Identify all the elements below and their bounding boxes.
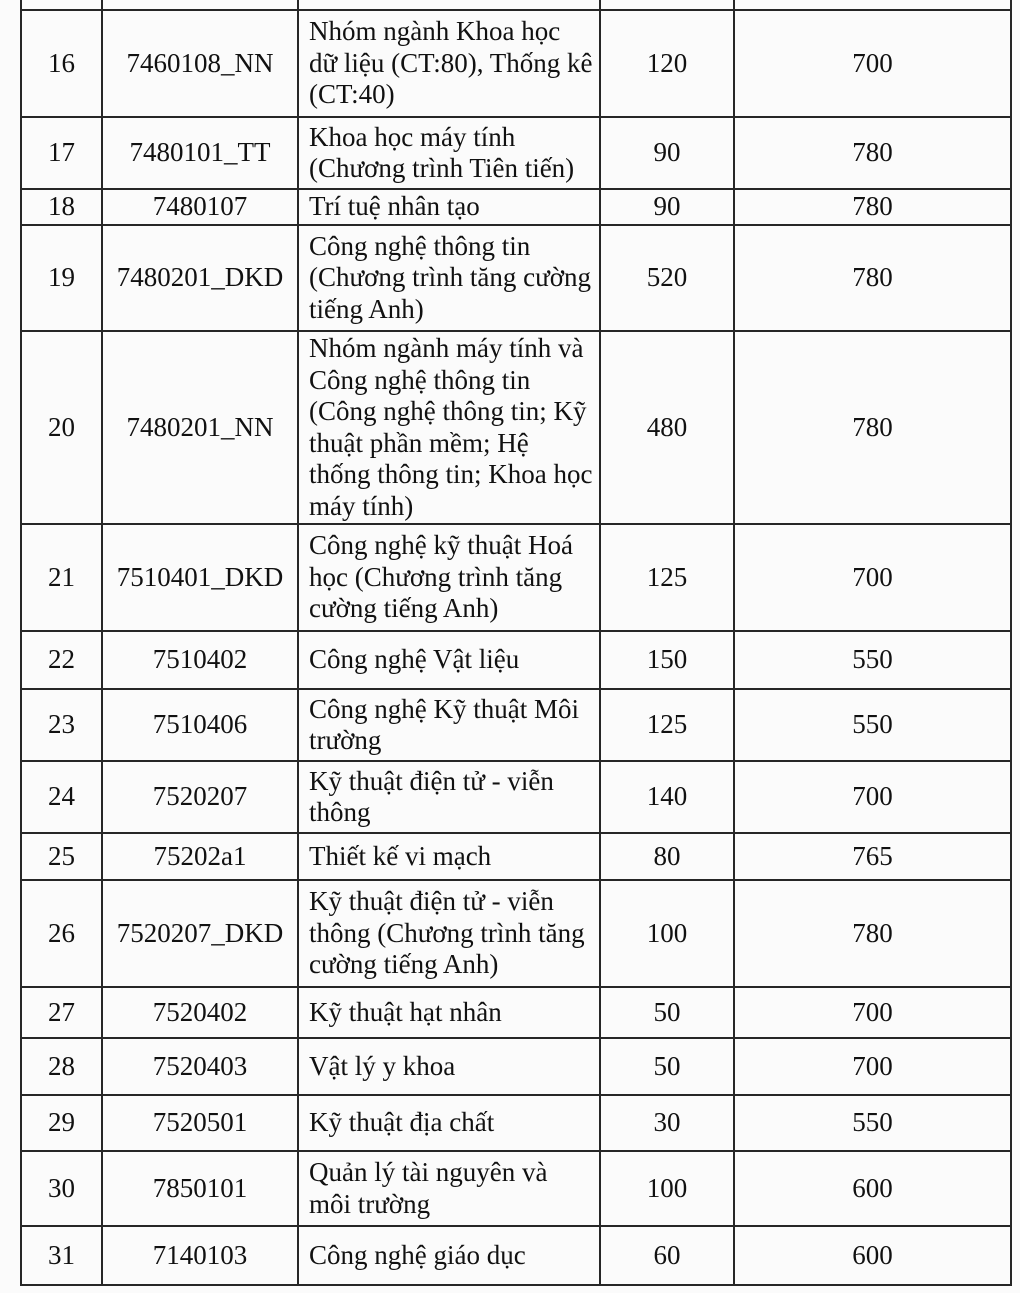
score-cell: 780 <box>734 225 1011 331</box>
table-row <box>21 1226 1011 1285</box>
score-cell: 700 <box>734 10 1011 117</box>
stt-cell: 25 <box>21 833 102 880</box>
quota-cell: 60 <box>600 1226 734 1285</box>
quota-cell: 50 <box>600 1038 734 1095</box>
program-name-cell: Kỹ thuật điện tử - viễn thông (Chương trình tăng cường tiếng Anh) <box>298 880 600 987</box>
code-cell: 7520403 <box>102 1038 298 1095</box>
code-cell: 7520402 <box>102 987 298 1038</box>
stt-cell: 29 <box>21 1095 102 1151</box>
stt-cell: 31 <box>21 1226 102 1285</box>
score-cell: 765 <box>734 833 1011 880</box>
table-row <box>21 631 1011 689</box>
table-row <box>21 225 1011 331</box>
code-cell: 75202a1 <box>102 833 298 880</box>
program-name-cell: Nhóm ngành Khoa học dữ liệu (CT:80), Thống kê (CT:40) <box>298 10 600 117</box>
score-cell: 550 <box>734 631 1011 689</box>
table-row <box>21 689 1011 761</box>
stt-cell: 16 <box>21 10 102 117</box>
stt-cell: 24 <box>21 761 102 833</box>
table-row <box>21 0 1011 10</box>
program-name-cell: Vật lý y khoa <box>298 1038 600 1095</box>
code-cell: 7460108_NN <box>102 10 298 117</box>
stt-cell: 27 <box>21 987 102 1038</box>
table-row <box>21 117 1011 189</box>
program-name-cell: Khoa học máy tính (Chương trình Tiên tiến) <box>298 117 600 189</box>
code-cell: 7520207_DKD <box>102 880 298 987</box>
quota-cell: 520 <box>600 225 734 331</box>
quota-cell <box>600 0 734 10</box>
program-name-cell: Công nghệ thông tin (Chương trình tăng cường tiếng Anh) <box>298 225 600 331</box>
score-cell: 700 <box>734 987 1011 1038</box>
table-row <box>21 1038 1011 1095</box>
code-cell: 7510401_DKD <box>102 524 298 631</box>
stt-cell: 19 <box>21 225 102 331</box>
stt-cell: 26 <box>21 880 102 987</box>
program-name-cell: Công nghệ Vật liệu <box>298 631 600 689</box>
code-cell: 7520207 <box>102 761 298 833</box>
score-cell: 550 <box>734 689 1011 761</box>
program-name-cell: Trí tuệ nhân tạo <box>298 189 600 225</box>
admission-table <box>20 0 1012 1286</box>
score-cell: 780 <box>734 117 1011 189</box>
code-cell: 7480201_DKD <box>102 225 298 331</box>
stt-cell <box>21 0 102 10</box>
quota-cell: 30 <box>600 1095 734 1151</box>
quota-cell: 480 <box>600 331 734 524</box>
score-cell: 600 <box>734 1151 1011 1226</box>
score-cell: 780 <box>734 189 1011 225</box>
score-cell: 600 <box>734 1226 1011 1285</box>
quota-cell: 125 <box>600 689 734 761</box>
program-name-cell: Thiết kế vi mạch <box>298 833 600 880</box>
table-row <box>21 189 1011 225</box>
code-cell: 7850101 <box>102 1151 298 1226</box>
quota-cell: 150 <box>600 631 734 689</box>
program-name-cell: Kỹ thuật địa chất <box>298 1095 600 1151</box>
stt-cell: 20 <box>21 331 102 524</box>
stt-cell: 23 <box>21 689 102 761</box>
program-name-cell: Nhóm ngành máy tính và Công nghệ thông tin (Công nghệ thông tin; Kỹ thuật phần mềm; Hệ thống thông tin; Khoa học máy tính) <box>298 331 600 524</box>
score-cell: 700 <box>734 761 1011 833</box>
program-name-cell: Công nghệ kỹ thuật Hoá học (Chương trình tăng cường tiếng Anh) <box>298 524 600 631</box>
code-cell <box>102 0 298 10</box>
code-cell: 7480101_TT <box>102 117 298 189</box>
quota-cell: 125 <box>600 524 734 631</box>
table-row <box>21 761 1011 833</box>
table-row <box>21 833 1011 880</box>
score-cell: 700 <box>734 1038 1011 1095</box>
program-name-cell <box>298 0 600 10</box>
stt-cell: 22 <box>21 631 102 689</box>
quota-cell: 120 <box>600 10 734 117</box>
table-row <box>21 524 1011 631</box>
quota-cell: 100 <box>600 880 734 987</box>
quota-cell: 80 <box>600 833 734 880</box>
stt-cell: 30 <box>21 1151 102 1226</box>
table-row <box>21 1151 1011 1226</box>
score-cell: 700 <box>734 524 1011 631</box>
score-cell: 780 <box>734 331 1011 524</box>
code-cell: 7480201_NN <box>102 331 298 524</box>
stt-cell: 21 <box>21 524 102 631</box>
table-row <box>21 10 1011 117</box>
program-name-cell: Công nghệ Kỹ thuật Môi trường <box>298 689 600 761</box>
quota-cell: 100 <box>600 1151 734 1226</box>
code-cell: 7140103 <box>102 1226 298 1285</box>
table-row <box>21 1095 1011 1151</box>
quota-cell: 90 <box>600 117 734 189</box>
quota-cell: 90 <box>600 189 734 225</box>
program-name-cell: Công nghệ giáo dục <box>298 1226 600 1285</box>
quota-cell: 140 <box>600 761 734 833</box>
program-name-cell: Kỹ thuật hạt nhân <box>298 987 600 1038</box>
quota-cell: 50 <box>600 987 734 1038</box>
code-cell: 7480107 <box>102 189 298 225</box>
stt-cell: 17 <box>21 117 102 189</box>
score-cell: 780 <box>734 880 1011 987</box>
table-row <box>21 331 1011 524</box>
program-name-cell: Kỹ thuật điện tử - viễn thông <box>298 761 600 833</box>
stt-cell: 28 <box>21 1038 102 1095</box>
score-cell: 550 <box>734 1095 1011 1151</box>
table-row <box>21 880 1011 987</box>
code-cell: 7520501 <box>102 1095 298 1151</box>
score-cell <box>734 0 1011 10</box>
code-cell: 7510402 <box>102 631 298 689</box>
code-cell: 7510406 <box>102 689 298 761</box>
table-row <box>21 987 1011 1038</box>
stt-cell: 18 <box>21 189 102 225</box>
program-name-cell: Quản lý tài nguyên và môi trường <box>298 1151 600 1226</box>
